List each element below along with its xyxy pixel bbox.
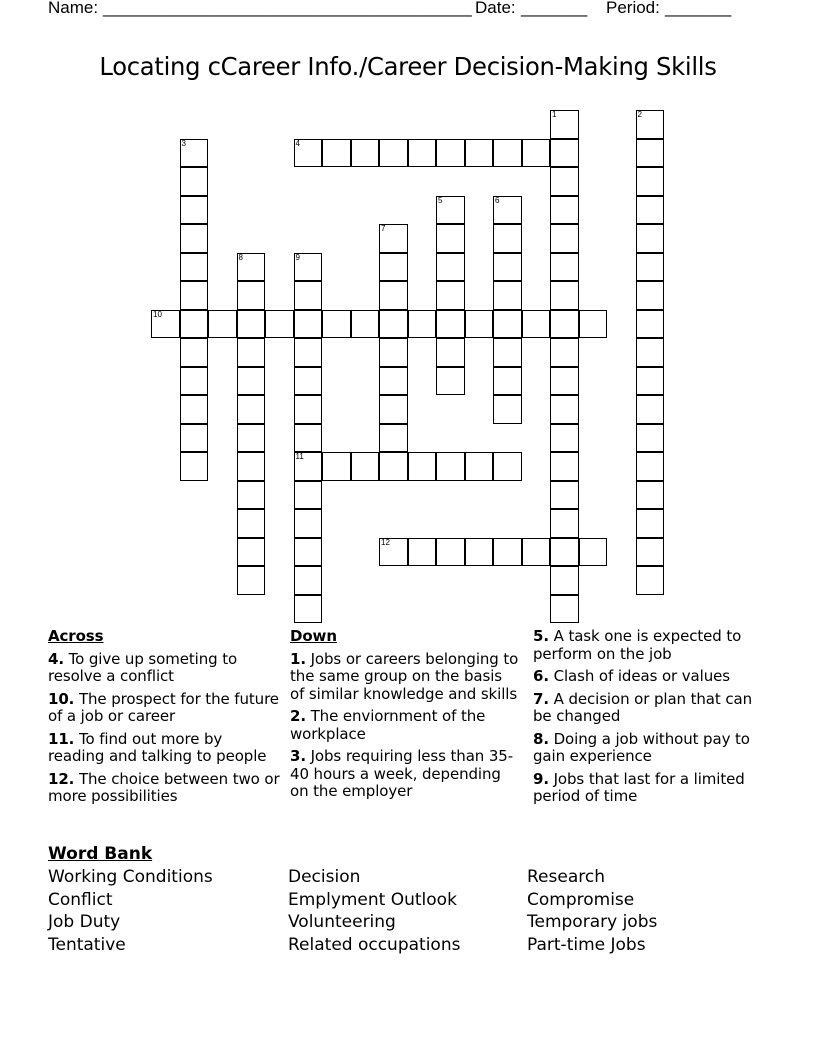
- crossword-cell[interactable]: [465, 139, 494, 168]
- date-label: Date:: [475, 0, 516, 17]
- crossword-cell[interactable]: [379, 338, 408, 367]
- crossword-cell[interactable]: [180, 196, 209, 225]
- crossword-cell[interactable]: [550, 310, 579, 339]
- page-title: Locating cCareer Info./Career Decision-Making Skills: [99, 52, 717, 81]
- crossword-cell[interactable]: [294, 395, 323, 424]
- crossword-cell[interactable]: [550, 196, 579, 225]
- crossword-cell[interactable]: [379, 424, 408, 453]
- crossword-cell[interactable]: [294, 509, 323, 538]
- crossword-cell[interactable]: [180, 395, 209, 424]
- crossword-cell[interactable]: [379, 253, 408, 282]
- word-bank-column: [527, 866, 657, 957]
- clue-number: 11: [295, 452, 304, 461]
- crossword-cell[interactable]: [636, 509, 665, 538]
- down-clues-col1: [290, 628, 520, 806]
- crossword-cell[interactable]: [180, 452, 209, 481]
- crossword-cell[interactable]: [237, 338, 266, 367]
- clue-number: 3: [181, 138, 186, 148]
- crossword-cell[interactable]: [550, 338, 579, 367]
- crossword-cell[interactable]: [636, 224, 665, 253]
- crossword-cell[interactable]: [636, 395, 665, 424]
- crossword-cell[interactable]: [294, 338, 323, 367]
- crossword-cell[interactable]: [294, 452, 323, 481]
- crossword-cell[interactable]: [322, 139, 351, 168]
- crossword-cell[interactable]: [493, 224, 522, 253]
- crossword-cell[interactable]: [408, 452, 437, 481]
- word-bank-item: Conflict: [48, 889, 113, 910]
- crossword-cell[interactable]: [408, 538, 437, 567]
- word-bank-heading: Word Bank: [48, 844, 153, 864]
- across-clues: [48, 628, 280, 811]
- crossword-cell[interactable]: [436, 224, 465, 253]
- crossword-cell[interactable]: [294, 424, 323, 453]
- clue-item: 10. The prospect for the future of a job or career: [48, 689, 279, 725]
- crossword-cell[interactable]: [550, 595, 579, 624]
- crossword-cell[interactable]: [493, 338, 522, 367]
- crossword-cell[interactable]: [379, 452, 408, 481]
- crossword-cell[interactable]: [493, 395, 522, 424]
- clue-item: 8. Doing a job without pay to gain experience: [533, 729, 750, 765]
- clue-number: 8: [238, 252, 243, 262]
- crossword-cell[interactable]: [294, 566, 323, 595]
- crossword-cell[interactable]: [180, 281, 209, 310]
- crossword-cell[interactable]: [493, 196, 522, 225]
- crossword-cell[interactable]: [550, 509, 579, 538]
- clue-item: 4. To give up someting to resolve a conflict: [48, 649, 238, 685]
- crossword-cell[interactable]: [493, 253, 522, 282]
- crossword-cell[interactable]: [379, 538, 408, 567]
- date-field[interactable]: _______: [521, 0, 588, 17]
- crossword-cell[interactable]: [351, 452, 380, 481]
- crossword-cell[interactable]: [294, 253, 323, 282]
- crossword-cell[interactable]: [379, 310, 408, 339]
- crossword-cell[interactable]: [237, 310, 266, 339]
- clue-number: 12: [381, 537, 390, 547]
- name-label: Name:: [48, 0, 99, 17]
- crossword-cell[interactable]: [550, 424, 579, 453]
- crossword-cell[interactable]: [636, 110, 665, 139]
- crossword-cell[interactable]: [579, 310, 608, 339]
- word-bank-item: Compromise: [527, 889, 635, 910]
- crossword-cell[interactable]: [180, 139, 209, 168]
- crossword-cell[interactable]: [180, 367, 209, 396]
- clue-item: 2. The enviornment of the workplace: [290, 707, 486, 743]
- clue-item: 7. A decision or plan that can be changed: [533, 689, 752, 725]
- clue-item: 9. Jobs that last for a limited period of time: [533, 769, 745, 805]
- clue-number: 2: [637, 110, 642, 119]
- word-bank-item: Working Conditions: [48, 867, 213, 887]
- crossword-cell[interactable]: [550, 367, 579, 396]
- crossword-cell[interactable]: [522, 139, 551, 168]
- crossword-cell[interactable]: [522, 538, 551, 567]
- crossword-cell[interactable]: [550, 281, 579, 310]
- word-bank-item: Job Duty: [48, 912, 121, 933]
- across-heading: Across: [48, 627, 104, 645]
- crossword-cell[interactable]: [636, 566, 665, 595]
- crossword-cell[interactable]: [550, 224, 579, 253]
- crossword-cell[interactable]: [636, 424, 665, 453]
- crossword-cell[interactable]: [493, 310, 522, 339]
- crossword-cell[interactable]: [465, 310, 494, 339]
- crossword-cell[interactable]: [151, 310, 180, 339]
- crossword-cell[interactable]: [180, 253, 209, 282]
- crossword-cell[interactable]: [436, 139, 465, 168]
- crossword-cell[interactable]: [436, 538, 465, 567]
- crossword-cell[interactable]: [436, 367, 465, 396]
- crossword-cell[interactable]: [493, 538, 522, 567]
- crossword-cell[interactable]: [237, 481, 266, 510]
- crossword-cell[interactable]: [237, 509, 266, 538]
- crossword-cell[interactable]: [379, 281, 408, 310]
- word-bank-item: Temporary jobs: [527, 912, 658, 933]
- clue-number: 10: [153, 309, 162, 319]
- clue-number: 6: [495, 195, 500, 205]
- crossword-cell[interactable]: [550, 253, 579, 282]
- crossword-cell[interactable]: [550, 566, 579, 595]
- crossword-cell[interactable]: [180, 224, 209, 253]
- crossword-cell[interactable]: [180, 424, 209, 453]
- crossword-cell[interactable]: [379, 224, 408, 253]
- crossword-cell[interactable]: [550, 538, 579, 567]
- clue-item: 1. Jobs or careers belonging to the same group on the basis of similar knowledge and skills: [290, 649, 519, 703]
- clue-item: 3. Jobs requiring less than 35-40 hours a week, depending on the employer: [290, 747, 514, 800]
- crossword-cell[interactable]: [636, 281, 665, 310]
- crossword-cell[interactable]: [522, 310, 551, 339]
- crossword-cell[interactable]: [636, 452, 665, 481]
- crossword-cell[interactable]: [636, 167, 665, 196]
- crossword-cell[interactable]: [294, 139, 323, 168]
- crossword-cell[interactable]: [436, 452, 465, 481]
- crossword-cell[interactable]: [493, 281, 522, 310]
- clue-item: 5. A task one is expected to perform on the job: [533, 627, 742, 663]
- down-clues-col2: [533, 628, 753, 811]
- crossword-cell[interactable]: [636, 367, 665, 396]
- word-bank-column: [48, 866, 213, 957]
- crossword-cell[interactable]: [294, 281, 323, 310]
- crossword-cell[interactable]: [294, 595, 323, 624]
- crossword-cell[interactable]: [351, 310, 380, 339]
- down-heading: Down: [290, 627, 337, 645]
- crossword-cell[interactable]: [493, 452, 522, 481]
- crossword-cell[interactable]: [237, 424, 266, 453]
- crossword-cell[interactable]: [550, 110, 579, 139]
- crossword-cell[interactable]: [550, 452, 579, 481]
- clue-item: 12. The choice between two or more possibilities: [48, 769, 280, 805]
- period-field[interactable]: _______: [665, 0, 732, 17]
- crossword-cell[interactable]: [550, 139, 579, 168]
- word-bank-item: Decision: [288, 867, 361, 887]
- crossword-cell[interactable]: [322, 310, 351, 339]
- crossword-cell[interactable]: [265, 310, 294, 339]
- clue-number: 7: [381, 224, 386, 233]
- crossword-cell[interactable]: [550, 481, 579, 510]
- crossword-cell[interactable]: [636, 538, 665, 567]
- crossword-cell[interactable]: [436, 281, 465, 310]
- clue-number: 4: [295, 138, 300, 148]
- crossword-cell[interactable]: [237, 367, 266, 396]
- crossword-cell[interactable]: [379, 395, 408, 424]
- crossword-cell[interactable]: [436, 338, 465, 367]
- crossword-cell[interactable]: [180, 338, 209, 367]
- word-bank-item: Emplyment Outlook: [288, 889, 457, 910]
- crossword-cell[interactable]: [493, 139, 522, 168]
- crossword-cell[interactable]: [294, 481, 323, 510]
- crossword-cell[interactable]: [408, 310, 437, 339]
- crossword-cell[interactable]: [294, 538, 323, 567]
- crossword-cell[interactable]: [436, 310, 465, 339]
- crossword-cell[interactable]: [408, 139, 437, 168]
- clue-number: 9: [295, 252, 300, 262]
- clue-item: 11. To find out more by reading and talking to people: [48, 729, 267, 765]
- crossword-cell[interactable]: [550, 167, 579, 196]
- crossword-cell[interactable]: [294, 310, 323, 339]
- crossword-cell[interactable]: [237, 452, 266, 481]
- crossword-cell[interactable]: [351, 139, 380, 168]
- word-bank-item: Tentative: [48, 935, 126, 956]
- crossword-cell[interactable]: [493, 367, 522, 396]
- crossword-cell[interactable]: [379, 367, 408, 396]
- crossword-cell[interactable]: [579, 538, 608, 567]
- crossword-cell[interactable]: [180, 167, 209, 196]
- name-field[interactable]: _______________________________________: [103, 0, 472, 17]
- crossword-cell[interactable]: [636, 253, 665, 282]
- crossword-cell[interactable]: [465, 538, 494, 567]
- clue-item: 6. Clash of ideas or values: [533, 667, 730, 685]
- crossword-cell[interactable]: [465, 452, 494, 481]
- crossword-cell[interactable]: [237, 538, 266, 567]
- clue-number: 5: [438, 195, 443, 205]
- crossword-cell[interactable]: [237, 281, 266, 310]
- crossword-cell[interactable]: [237, 566, 266, 595]
- crossword-cell[interactable]: [322, 452, 351, 481]
- crossword-cell[interactable]: [379, 139, 408, 168]
- crossword-cell[interactable]: [636, 196, 665, 225]
- crossword-cell[interactable]: [636, 139, 665, 168]
- crossword-cell[interactable]: [237, 253, 266, 282]
- crossword-cell[interactable]: [636, 338, 665, 367]
- word-bank-item: Related occupations: [288, 935, 461, 956]
- crossword-cell[interactable]: [550, 395, 579, 424]
- crossword-cell[interactable]: [208, 310, 237, 339]
- clue-number: 1: [552, 110, 557, 119]
- crossword-cell[interactable]: [636, 310, 665, 339]
- word-bank-item: Research: [527, 867, 605, 887]
- word-bank-column: [288, 866, 460, 957]
- crossword-cell[interactable]: [294, 367, 323, 396]
- crossword-cell[interactable]: [436, 253, 465, 282]
- crossword-cell[interactable]: [237, 395, 266, 424]
- crossword-cell[interactable]: [636, 481, 665, 510]
- word-bank-item: Part-time Jobs: [527, 935, 646, 956]
- period-label: Period:: [606, 0, 660, 17]
- word-bank-item: Volunteering: [288, 912, 396, 933]
- crossword-cell[interactable]: [436, 196, 465, 225]
- crossword-cell[interactable]: [180, 310, 209, 339]
